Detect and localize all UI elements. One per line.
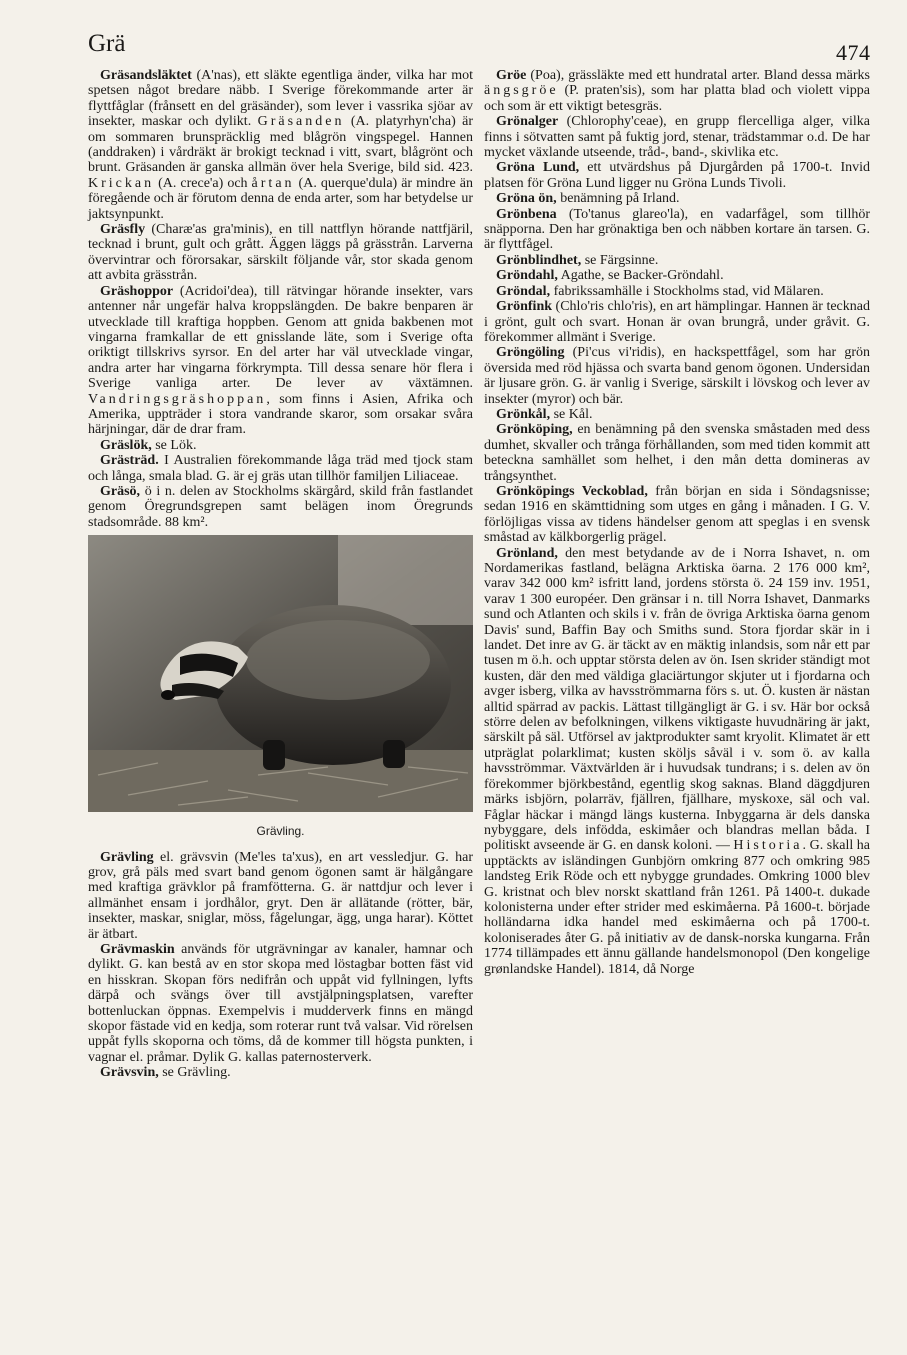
dictionary-entry: [88, 1065, 473, 1080]
dictionary-entry: [484, 407, 870, 422]
entry-text: (A. crece'a) och: [154, 175, 252, 191]
entry-text: (P. praten'sis), som har platta blad och violett vippa och som är ett viktigt betesgräs.: [484, 83, 870, 114]
dictionary-entry: [88, 284, 473, 438]
entry-text: från början en sida i Söndagsnisse; sedan 1916 en skämttidning som utges en gång i månaden. I G. V. förlöjligas vissa av tidens händelser genom att speglas i en svensk småstad av kälkborgerlig prägel.: [484, 483, 871, 546]
entry-headword: Grävmaskin: [100, 942, 175, 958]
page-number: 474: [836, 40, 871, 65]
entry-headword: Gräshoppor: [100, 283, 174, 299]
entry-headword: Gröe: [496, 68, 527, 83]
entry-text: fabrikssamhälle i Stockholms stad, vid Mälaren.: [550, 283, 824, 299]
left-entries-after-figure: [88, 850, 473, 1081]
entry-headword: Gräslök,: [100, 437, 152, 453]
entry-text: den mest betydande av de i Norra Ishavet, n. om Nordamerikas fastland, belägna Arktiska öarna. 2 176 000 km², varav 342 000 km² isfritt land, jordens största ö. 24 159 inv. 1951, varav 1 300 européer. Den gränsar i n. till Norra Ishavet, Danmarks sund och Atlanten och skils i v. från de övriga Arktiska öarna genom Davis' sund, Baffin Bay och Smiths sund. Stora fjordar skär in i landet. Det inre av G. är täckt av en mäktig inlandsis, som når ett par tusen m ö.h. och upptar största delen av ön. Isen skrider ständigt mot kusten, där den med väldiga glaciärtungor skjuter ut i fjordarna och avger isberg, vilka av havsströmmarna förs s. ut. Ö. kusten är nästan alltid spärrad av packis. Lättast tillgängligt är G. i sv. Här bor också större delen av befolkningen, vilkens viktigaste huvudnäring är jakt, särskilt på säl. Utförsel av jaktprodukter samt kryolit. Klimatet är ett utpräglat polarklimat; kusten sköljs såväl i v. som ö. av kalla havsströmmar. Växtvärlden är i huvudsak tundrans; i s. delen av ön förekommer björkbestånd, egentlig skog saknas. Bland däggdjuren märks isbjörn, polarräv, fjällren, fjällhare, myskoxe, säl och val. Fåglar häckar i mängd längs kusterna. Inbyggarna är dels danska nybyggare, dels infödda, eskimåer och blandras mellan båda. I politiskt avseende är G. en dansk koloni. —: [484, 545, 870, 854]
right-column: [484, 68, 870, 977]
left-entries: [88, 68, 473, 530]
entry-text: (Pi'cus vi'ridis), en hackspettfågel, som har grön översida med röd hjässa och svarta band genom ögonen. Undersidan är ljusare grön. G. är vanlig i Sverige, särskilt i lövskog och lever av insekter (myror) och bär.: [484, 345, 870, 407]
entry-text: (Poa), grässläkte med ett hundratal arter. Bland dessa märks: [526, 68, 870, 83]
entry-text: (Chlorophy'ceae), en grupp flercelliga alger, vilka finns i sötvatten samt på fuktig jord, stenar, trädstammar o.d. De har mycket växlande utseende, tråd-, band-, skivlika etc.: [484, 114, 870, 161]
entry-spaced-term: årtan: [251, 175, 295, 191]
dictionary-entry: [88, 453, 473, 484]
entry-spaced-term: Vandringsgräshoppan: [88, 391, 267, 407]
entry-headword: Gröna ön,: [496, 191, 557, 207]
dictionary-entry: [88, 222, 473, 284]
dictionary-entry: [484, 114, 870, 160]
entry-text: se Grävling.: [158, 1065, 231, 1081]
entry-text: (A. querque'dula) är mindre än föregående och är förutom denna de enda arter, som har betydelse ur jaktsynpunkt.: [88, 175, 473, 222]
entry-headword: Gräsfly: [100, 222, 146, 238]
entry-headword: Gräsö,: [100, 483, 141, 499]
dictionary-entry: [88, 942, 473, 1065]
entry-headword: Grönfink: [496, 299, 553, 315]
entry-headword: Grönbena: [496, 206, 557, 222]
entry-headword: Grävsvin,: [100, 1065, 159, 1081]
entry-text: en benämning på den svenska småstaden med dess dumhet, skvaller och trånga förhållanden, som med tiden kommit att beteckna samhället som helhet, i den mån detta domineras av trångsynthet.: [484, 422, 870, 484]
entry-text: (To'tanus glareo'la), en vadarfågel, som tillhör snäpporna. Den har grönaktiga ben och näbben kortare än tarsen. G. är flyttfågel.: [484, 206, 870, 253]
dictionary-entry: [484, 345, 870, 407]
entry-headword: Gröndahl,: [496, 268, 558, 284]
dictionary-entry: [484, 546, 870, 977]
entry-headword: Grästräd.: [100, 453, 159, 469]
dictionary-entry: [484, 253, 870, 268]
entry-spaced-term: Gräsanden: [257, 114, 345, 130]
entry-headword: Gröndal,: [496, 283, 551, 299]
entry-spaced-term: ängsgröe: [484, 83, 559, 99]
entry-text: se Färgsinne.: [581, 252, 659, 268]
badger-photo-icon: [88, 535, 473, 812]
entry-text: ö i n. delen av Stockholms skärgård, skild från fastlandet genom Öregrundsgrepen samt belägen inom Öregrunds stadsområde. 88 km².: [88, 483, 473, 530]
entry-spaced-term: Krickan: [88, 175, 155, 191]
figure-caption: Grävling.: [256, 824, 305, 839]
figure: [88, 535, 473, 839]
dictionary-entry: [484, 484, 870, 546]
guide-word: Grä: [88, 30, 126, 57]
entry-headword: Grönalger: [496, 114, 559, 130]
entry-headword: Grönköping,: [496, 422, 573, 438]
entry-headword: Grönblindhet,: [496, 252, 582, 268]
entry-text: . G. skall ha upptäckts av isländingen Gunbjörn omkring 877 och omkring 985 landsteg Erik Röde och ett nybygge grundades. Omkring 1000 blev G. kristnat och blev norskt skattland från 1261. På 1400-t. dukade kolonisterna under efter strider med eskimåerna. På 1600-t. började holländarna idka handel med eskimåerna och på 1700-t. koloniserades åter G. på initiativ av de dansk-norska kungarna. Från 1774 tillämpades ett ännu gällande handelsmonopol (Den kongelige grønlandske Handel). 1814, då Norge: [484, 838, 871, 977]
dictionary-entry: [484, 299, 870, 345]
entry-text: (Acridoi'dea), till rätvingar hörande insekter, vars antenner når ungefär halva kroppslängden. De bakre benparen är utvecklade till kraftiga hoppben. Genom att gnida bakbenen mot vingarna framkallar de ett gnisslande läte, som i Sverige ofta oriktigt tillskrivs syrsor. En del arter har väl utvecklade vingar, andra arter har vingarna förkrympta. Till dessa senare hör flera i Sverige vanliga arter. De lever av växtämnen.: [88, 283, 473, 392]
entry-text: Agathe, se Backer-Gröndahl.: [557, 268, 724, 284]
entry-text: benämning på Irland.: [556, 191, 680, 207]
entry-headword: Grönland,: [496, 545, 558, 561]
dictionary-entry: [484, 191, 870, 206]
entry-text: ett utvärdshus på Djurgården på 1700-t. Invid platsen för Gröna Lund ligger nu Gröna Lunds Tivoli.: [484, 160, 871, 191]
entry-text: se Kål.: [550, 406, 593, 422]
entry-headword: Gröna Lund,: [496, 160, 580, 176]
dictionary-entry: [484, 207, 870, 253]
dictionary-entry: [484, 284, 870, 299]
dictionary-entry: [88, 68, 473, 222]
entry-headword: Grönkål,: [496, 406, 551, 422]
entry-headword: Grönköpings Veckoblad,: [496, 483, 648, 499]
entry-spaced-term: Historia: [733, 838, 803, 854]
dictionary-entry: [88, 850, 473, 942]
dictionary-entry: [88, 484, 473, 530]
entry-text: (Chlo'ris chlo'ris), en art hämplingar. Hannen är tecknad i grönt, gult och svart. Honan är ovan brungrå, under gråvit. G. förekommer allmänt i Sverige.: [484, 299, 870, 345]
entry-text: , som finns i Asien, Afrika och Amerika, uppträder i stora vandrande skaror, som orsakar svåra härjningar, där de drar fram.: [88, 391, 473, 438]
dictionary-entry: [484, 160, 870, 191]
dictionary-entry: [88, 438, 473, 453]
entry-text: används för utgrävningar av kanaler, hamnar och dylikt. G. kan bestå av en stor skopa med löstagbar botten fäst vid en hisskran. Skopan förs nedifrån och uppåt vid fyllningen, lyfts därpå och svängs över till avstjälpningsplatsen, varefter bottenluckan öppnas. Exempelvis i mudderverk finns en mängd skopor fästade vid en kedja, som roterar runt två valsar. Vid rörelsen uppåt fylls skoporna och töms, då de kommer till högsta punkten, i vagnar el. pråmar. Dylik G. kallas paternosterverk.: [88, 942, 473, 1065]
dictionary-entry: [484, 422, 870, 484]
entry-text: (A'nas), ett släkte egentliga änder, vilka har mot spetsen något bredare näbb. I Sverige förekommande arter är flyttfåglar (frånsett en del gräsänder), som lever i vassrika sjöar av insekter, maskar och dylikt.: [88, 68, 473, 130]
entry-text: I Australien förekommande låga träd med tjock stam och långa, smala blad. G. är ej gräs utan tillhör familjen Liliaceae.: [88, 453, 473, 484]
dictionary-entry: [484, 268, 870, 283]
entry-headword: Grävling: [100, 849, 154, 865]
entry-text: (A. platyrhyn'cha) är om sommaren brunspräcklig med blågrön vingspegel. Hannen (anddraken) i vårdräkt är brokigt tecknad i vitt, svart, blågrönt och brunt. Gräsanden är ganska allmän över hela Sverige, bild sid. 423.: [88, 114, 473, 176]
entry-text: se Lök.: [151, 437, 197, 453]
right-entries: [484, 68, 870, 977]
entry-headword: Gröngöling: [496, 345, 565, 361]
dictionary-entry: [484, 68, 870, 114]
entry-text: el. grävsvin (Me'les ta'xus), en art vessledjur. G. har grov, grå päls med svart band genom ögonen samt är hälgångare med kraftiga grävklor på framfötterna. G. är nattdjur och lever i allmänhet ensam i jordhålor, gryt. Den är allätande (rötter, bär, insekter, maskar, sniglar, möss, fågelungar, ägg, unga harar). Köttet är ätbart.: [88, 849, 473, 942]
left-column: [88, 68, 473, 1081]
entry-headword: Gräsandsläktet: [100, 68, 192, 83]
entry-text: (Charæ'as gra'minis), en till nattflyn hörande nattfjäril, tecknad i brunt, gult och grått. Äggen läggs på grässtrån. Larverna övervintrar och förorsakar, särskilt följande vår, stor skada genom att avbita grässtrån.: [88, 222, 473, 284]
